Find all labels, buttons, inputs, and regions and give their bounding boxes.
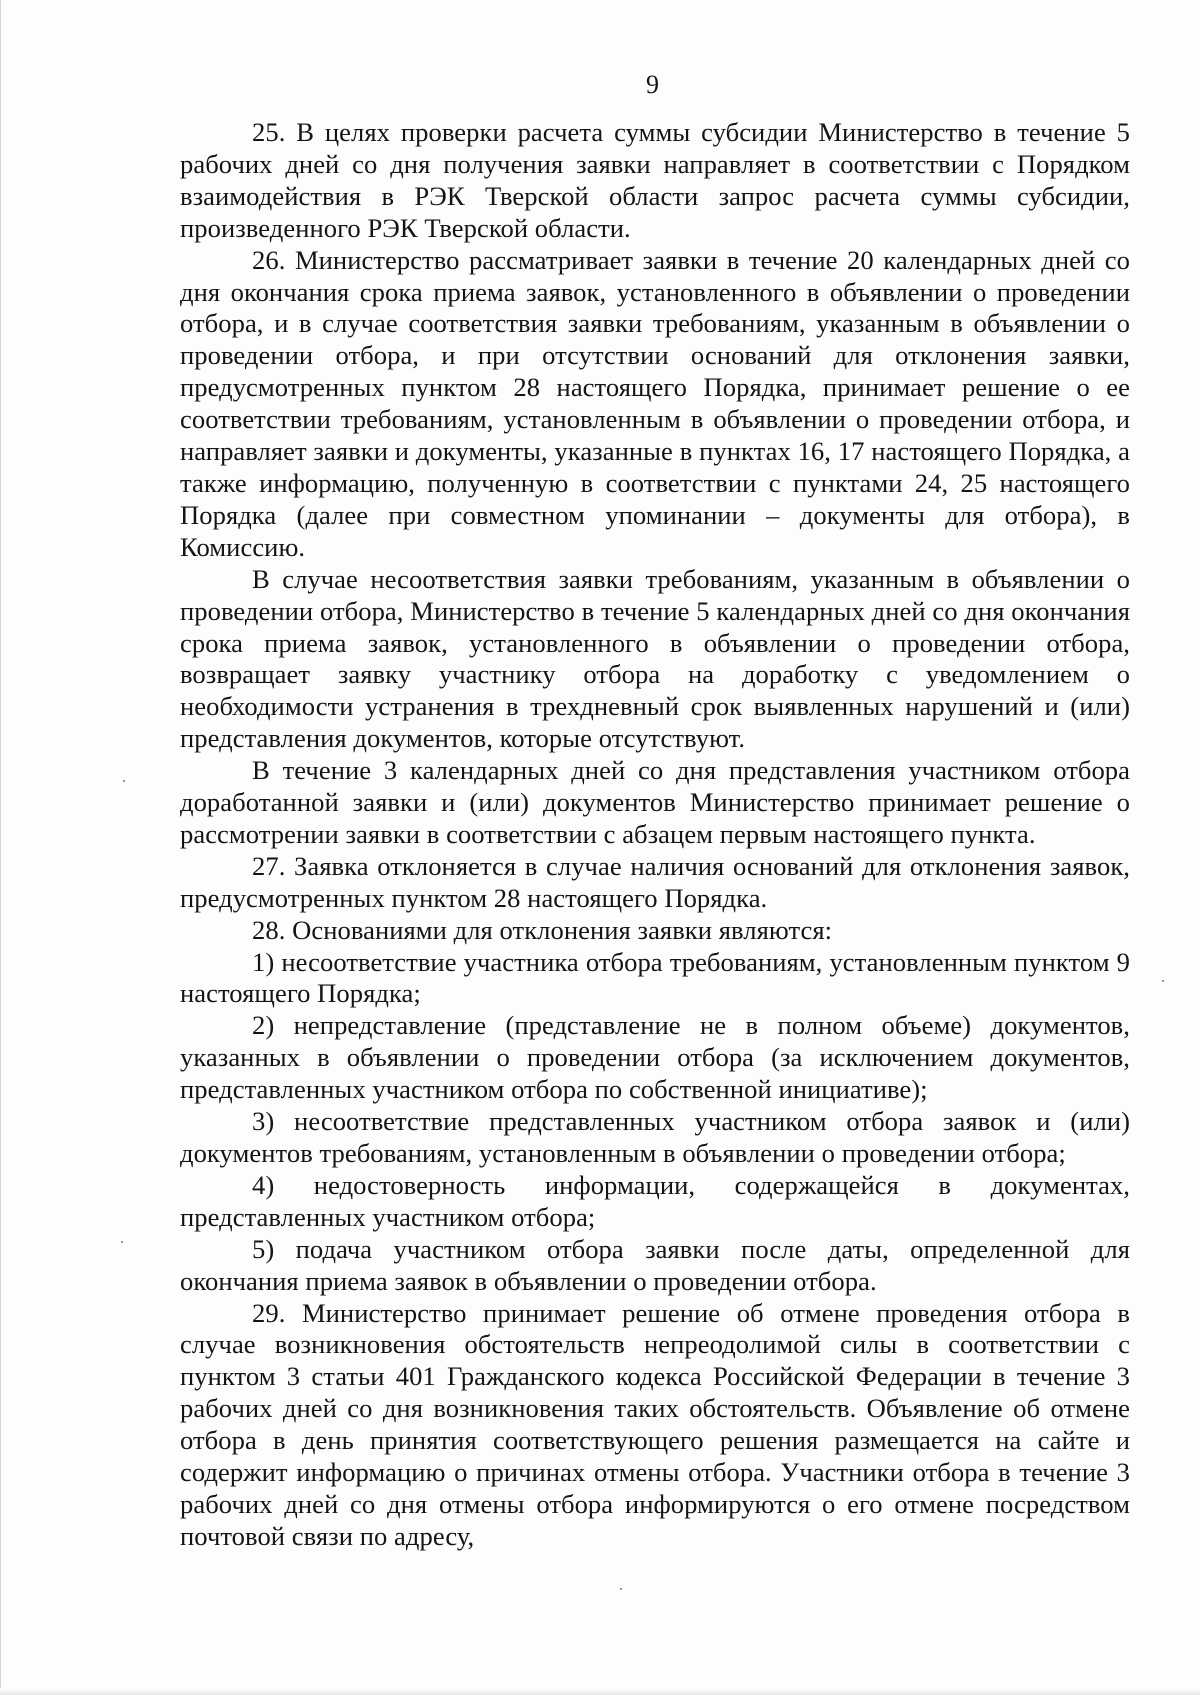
list-item-5: 5) подача участником отбора заявки после даты, определенной для окончания приема заявок в объявлении о проведении отбора. — [180, 1233, 1130, 1296]
paragraph-26: 26. Министерство рассматривает заявки в течение 20 календарных дней со дня окончания срока приема заявок, установленного в объявлении о проведении отбора, и в случае соответствия заявки требованиям, указанным в объявлении о проведении отбора, и при отсутствии оснований для отклонения заявки, предусмотренных пунктом 28 настоящего Порядка, принимает решение о ее соответствии требованиям, установленным в объявлении о проведении отбора, и направляет заявки и документы, указанные в пунктах 16, 17 настоящего Порядка, а также информацию, полученную в соответствии с пунктами 24, 25 настоящего Порядка (далее при совместном упоминании – документы для отбора), в Комиссию. — [180, 244, 1130, 562]
list-item-1: 1) несоответствие участника отбора требованиям, установленным пунктом 9 настоящего Порядка; — [180, 946, 1130, 1009]
paragraph-29: 29. Министерство принимает решение об отмене проведения отбора в случае возникновения обстоятельств непреодолимой силы в соответствии с пунктом 3 статьи 401 Гражданского кодекса Российской Федерации в течение 3 рабочих дней со дня возникновения таких обстоятельств. Объявление об отмене отбора в день принятия соответствующего решения размещается на сайте и содержит информацию о причинах отмены отбора. Участники отбора в течение 3 рабочих дней со дня отмены отбора информируются о его отмене посредством почтовой связи по адресу, — [180, 1297, 1130, 1551]
paragraph-26-revision: В течение 3 календарных дней со дня представления участником отбора доработанной заявки и (или) документов Министерство принимает решение о рассмотрении заявки в соответствии с абзацем первым настоящего пункта. — [180, 755, 1130, 849]
scan-speck — [123, 780, 125, 782]
scan-speck — [121, 1241, 123, 1243]
list-item-4: 4) недостоверность информации, содержащейся в документах, представленных участником отбора; — [180, 1169, 1130, 1232]
paragraph-28: 28. Основаниями для отклонения заявки являются: — [252, 914, 833, 945]
document-body — [180, 117, 1130, 1553]
scan-speck — [1162, 980, 1164, 982]
paragraph-27: 27. Заявка отклоняется в случае наличия оснований для отклонения заявок, предусмотренных пунктом 28 настоящего Порядка. — [180, 850, 1130, 913]
scan-speck — [620, 1588, 622, 1590]
list-item-2: 2) непредставление (представление не в полном объеме) документов, указанных в объявлении о проведении отбора (за исключением документов, представленных участником отбора по собственной инициативе); — [180, 1010, 1130, 1105]
scan-edge — [0, 0, 1, 1695]
paragraph-25: 25. В целях проверки расчета суммы субсидии Министерство в течение 5 рабочих дней со дня получения заявки направляет в соответствии с Порядком взаимодействия в РЭК Тверской области запрос расчета суммы субсидии, произведенного РЭК Тверской области. — [180, 117, 1130, 243]
page-number: 9 — [646, 70, 659, 99]
list-item-3: 3) несоответствие представленных участником отбора заявок и (или) документов требованиям, установленным в объявлении о проведении отбора; — [180, 1106, 1130, 1168]
paragraph-26-nonconformity: В случае несоответствия заявки требованиям, указанным в объявлении о проведении отбора, Министерство в течение 5 календарных дней со дня окончания срока приема заявок, установленного в объявлении о проведении отбора, возвращает заявку участнику отбора на доработку с уведомлением о необходимости устранения в трехдневный срок выявленных нарушений и (или) представления документов, которые отсутствуют. — [180, 563, 1130, 754]
scan-bottom-edge — [0, 1688, 1200, 1695]
